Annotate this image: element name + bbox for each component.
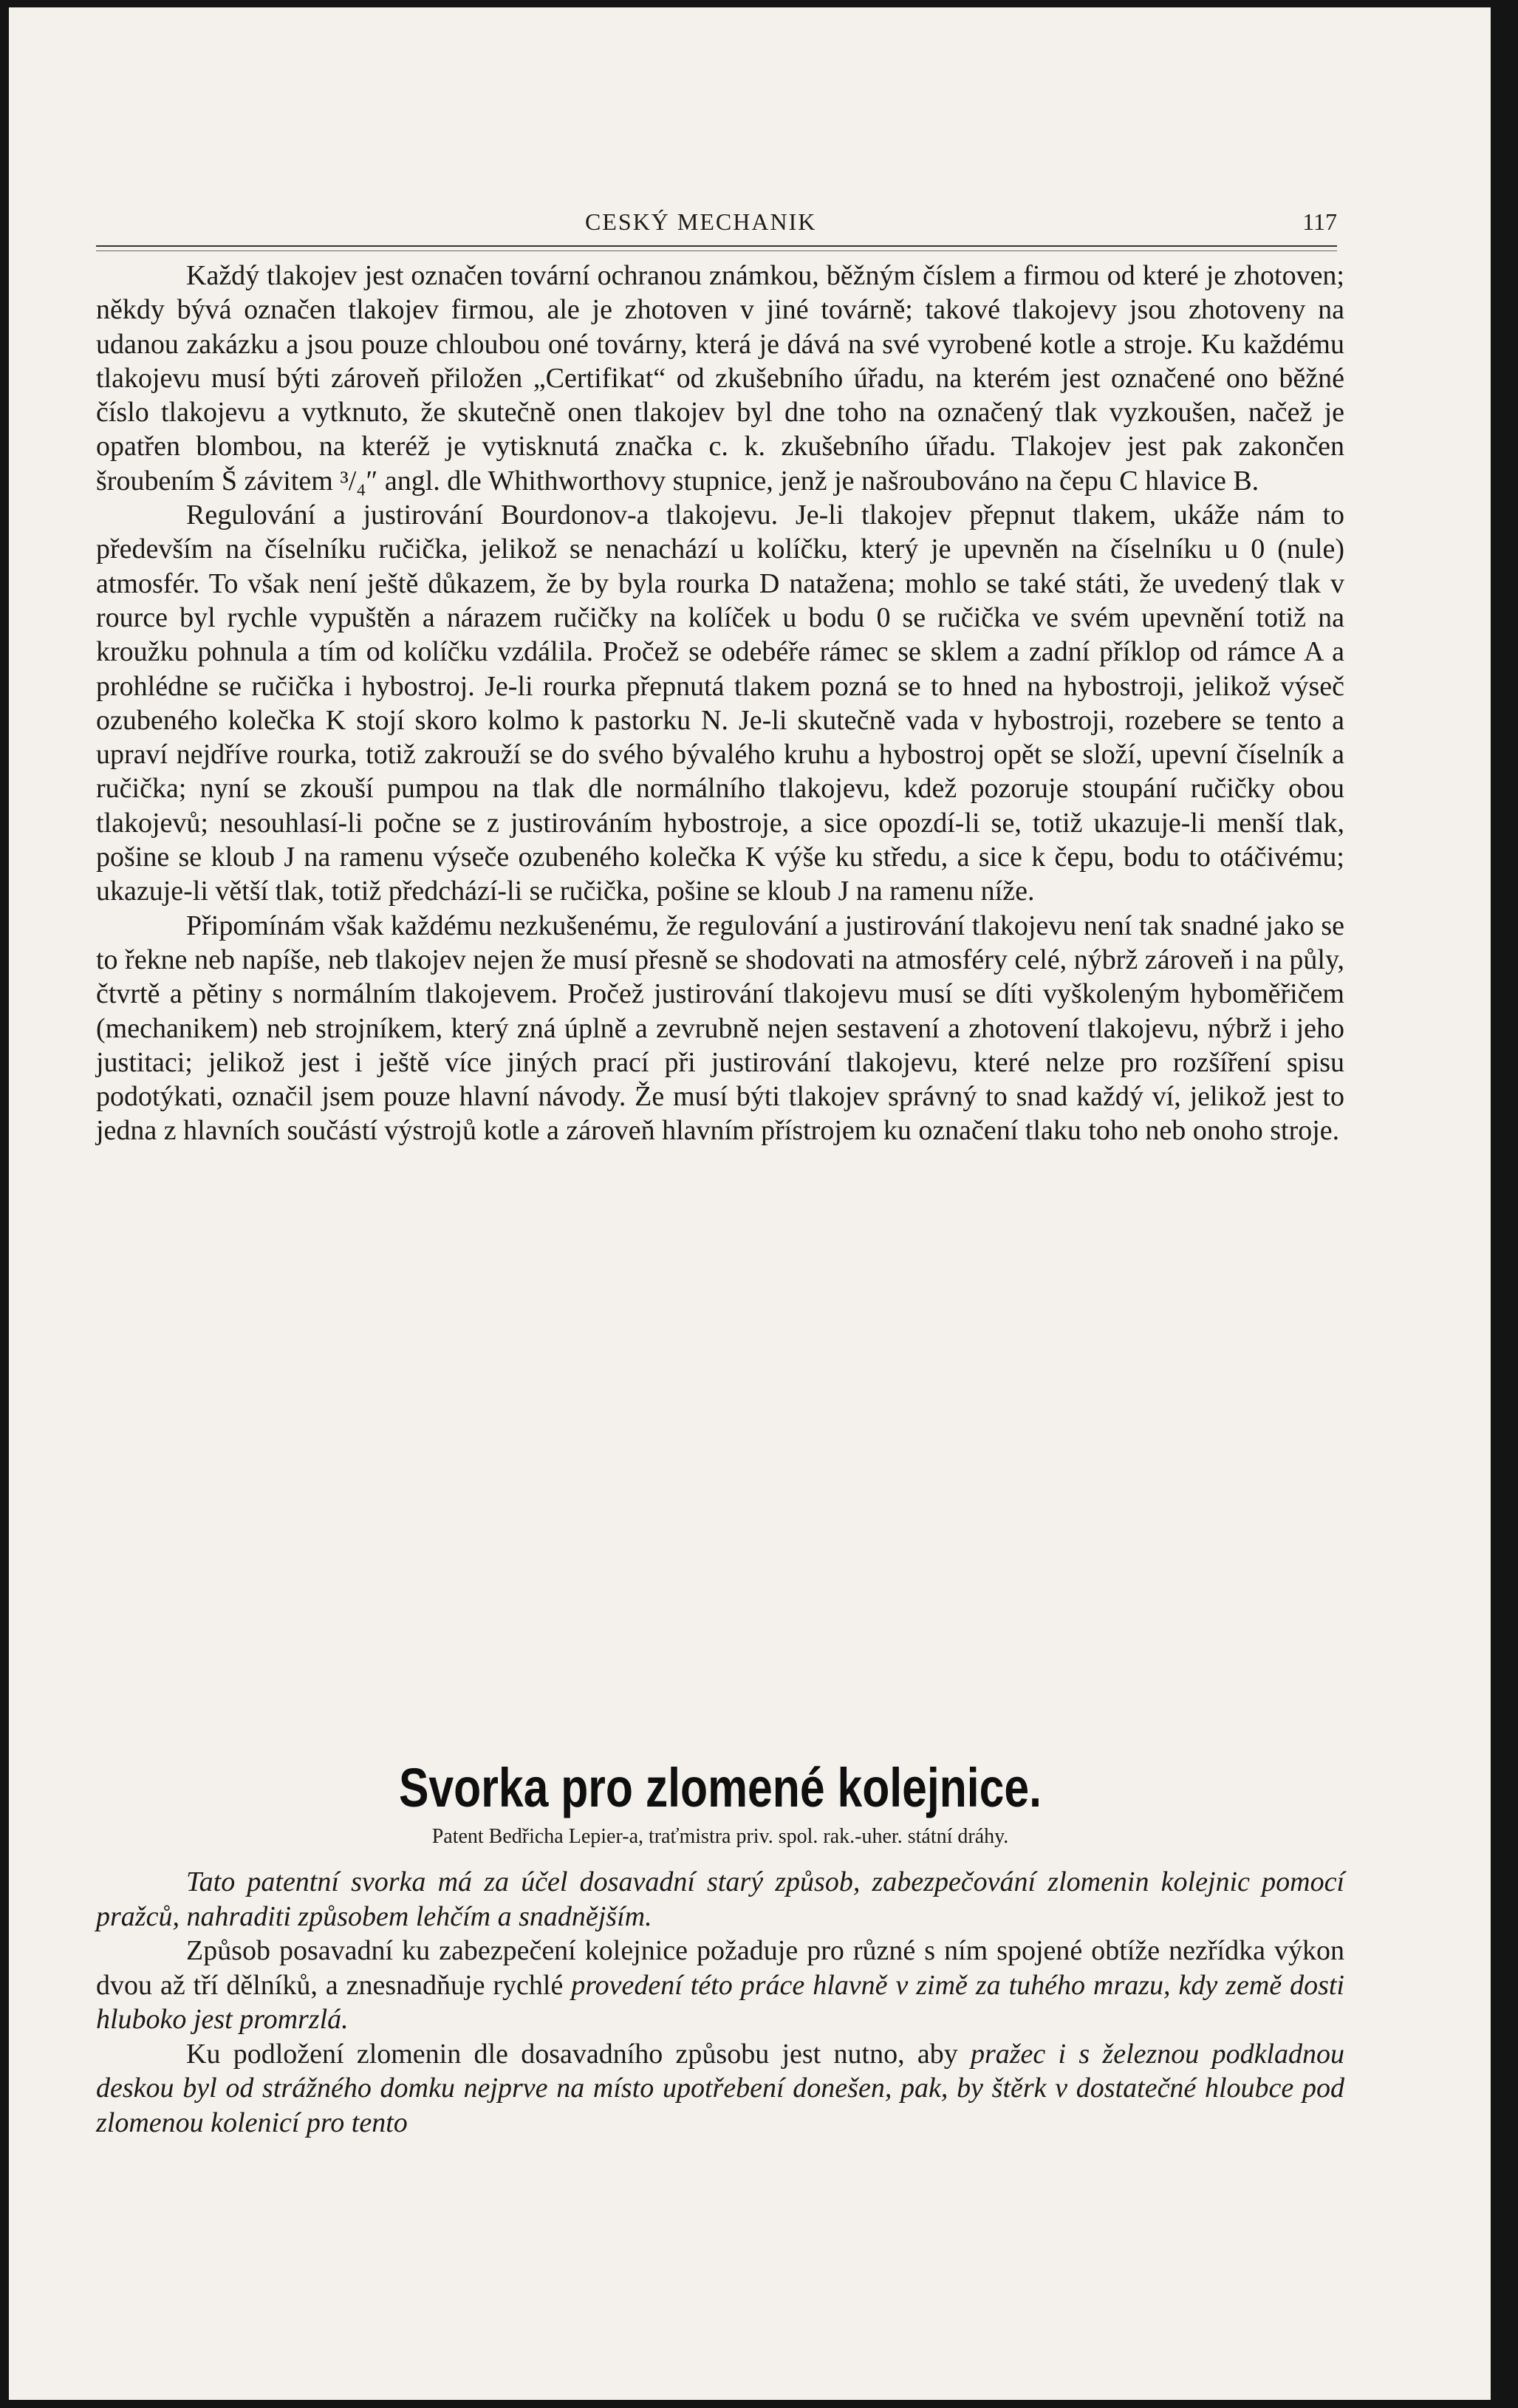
- paragraph-regulation: Regulování a justirování Bourdonov-a tlakojevu. Je-li tlakojev přepnut tlakem, ukáže nám to především na číselníku ručička, jelikož se nenachází u kolíčku, který je upevněn na číselníku u 0 (nule) atmosfér. To však není ještě důkazem, že by byla rourka D natažena; mohlo se také státi, že uvedený tlak v rource byl rychle vypuštěn a nárazem ručičky na kolíček u bodu 0 se ručička ve svém upevnění totiž na kroužku pohnula a tím od kolíčku vzdálila. Pročež se odebéře rámec se sklem a zadní příklop od rámce A a prohlédne se ručička i hybostroj. Je-li rourka přepnutá tlakem pozná se to hned na hybostroji, jelikož výseč ozubeného kolečka K stojí skoro kolmo k pastorku N. Je-li skutečně vada v hybostroji, rozebere se tento a upraví nejdříve rourka, totiž zakrouží se do svého bývalého kruhu a hybostroj opět se složí, upevní číselník a ručička; nyní se zkouší pumpou na tlak dle normálního tlakojevu, kdež pozoruje stoupání ručičky obou tlakojevů; nesouhlasí-li počne se z justirováním hybostroje, a sice opozdí-li se, totiž ukazuje-li menší tlak, pošine se kloub J na ramenu výseče ozubeného kolečka K výše ku středu, a sice k čepu, bodu to otáčivému; ukazuje-li větší tlak, totiž předchází-li se ručička, pošine se kloub J na ramenu níže.: [96, 499, 1344, 907]
- patent-line: Patent Bedřicha Lepier-a, traťmistra priv. spol. rak.-uher. státní dráhy.: [431, 1825, 1009, 1848]
- main-text: [96, 259, 1344, 1148]
- paragraph-warning: Připomínám však každému nezkušenému, že regulování a justirování tlakojevu není tak snadné jako se to řekne neb napíše, neb tlakojev nejen že musí přesně se shodovati na atmosféry celé, nýbrž zároveň i na půly, čtvrtě a pětiny s normálním tlakojevem. Pročež justirování tlakojevu musí se díti vyškoleným hyboměřičem (mechanikem) neb strojníkem, který zná úplně a zevrubně nejen sestavení a zhotovení tlakojevu, nýbrž i jeho justitaci; jelikož jest i ještě více jiných prací při justirování tlakojevu, které nelze pro rozšíření spisu podotýkati, označil jsem pouze hlavní návody. Že musí býti tlakojev správný to snad každý ví, jelikož jest to jedna z hlavních součástí výstrojů kotle a zároveň hlavním přístrojem ku označení tlaku toho neb onoho stroje.: [96, 910, 1344, 1147]
- article-title: Svorka pro zlomené kolejnice.: [398, 1757, 1042, 1818]
- page-number: 117: [1302, 208, 1337, 235]
- article-text: [96, 1865, 1344, 2140]
- article-paragraph-2: [96, 1934, 1344, 2037]
- article-lead: Tato patentní svorka má za účel dosavadní starý způsob, zabezpečování zlomenin kolejnic pomocí pražců, nahraditi způsobem lehčím a snadnějším.: [96, 1866, 1344, 1932]
- article-paragraph-2-italic: provedení této práce hlavně v zimě za tuhého mrazu, kdy země dosti hluboko jest promrzlá.: [96, 1969, 1344, 2035]
- header-rule-thin: [96, 250, 1337, 251]
- paragraph-certificate: Každý tlakojev jest označen tovární ochranou známkou, běžným číslem a firmou od které je zhotoven; někdy bývá označen tlakojev firmou, ale je zhotoven v jiné továrně; takové tlakojevy jsou zhotoveny na udanou zakázku a jsou pouze chloubou oné továrny, která je dává na své vyrobené kotle a stroje. Ku každému tlakojevu musí býti zároveň přiložen „Certifikat“ od zkušebního úřadu, na kterém jest označené ono běžné číslo tlakojevu a vytknuto, že skutečně onen tlakojev byl dne toho na označený tlak vyzkoušen, načež je opatřen blombou, na kteréž je vytisknutá značka c. k. zkušebního úřadu. Tlakojev jest pak zakončen šroubením Š závitem ³/₄″ angl. dle Whithworthovy stupnice, jenž je našroubováno na čepu C hlavice B.: [96, 260, 1344, 497]
- page: [9, 7, 1491, 2400]
- page-header: [96, 204, 1337, 236]
- article-paragraph-3-italic: pražec i s železnou podkladnou deskou byl od strážného domku nejprve na místo upotřebení donešen, pak, by štěrk v dostatečné hloubce pod zlomenou kolenicí pro tento: [96, 2038, 1344, 2138]
- running-title: CESKÝ MECHANIK: [585, 208, 817, 235]
- article-paragraph-2-roman: Způsob posavadní ku zabezpečení kolejnice požaduje pro různé s ním spojené obtíže nezřídka výkon dvou až tří dělníků, a znesnadňuje rychlé: [96, 1935, 1344, 2001]
- article-paragraph-3: [96, 2037, 1344, 2141]
- header-rule: [96, 245, 1337, 247]
- article-paragraph-3-roman: Ku podložení zlomenin dle dosavadního způsobu jest nutno, aby: [186, 2038, 971, 2070]
